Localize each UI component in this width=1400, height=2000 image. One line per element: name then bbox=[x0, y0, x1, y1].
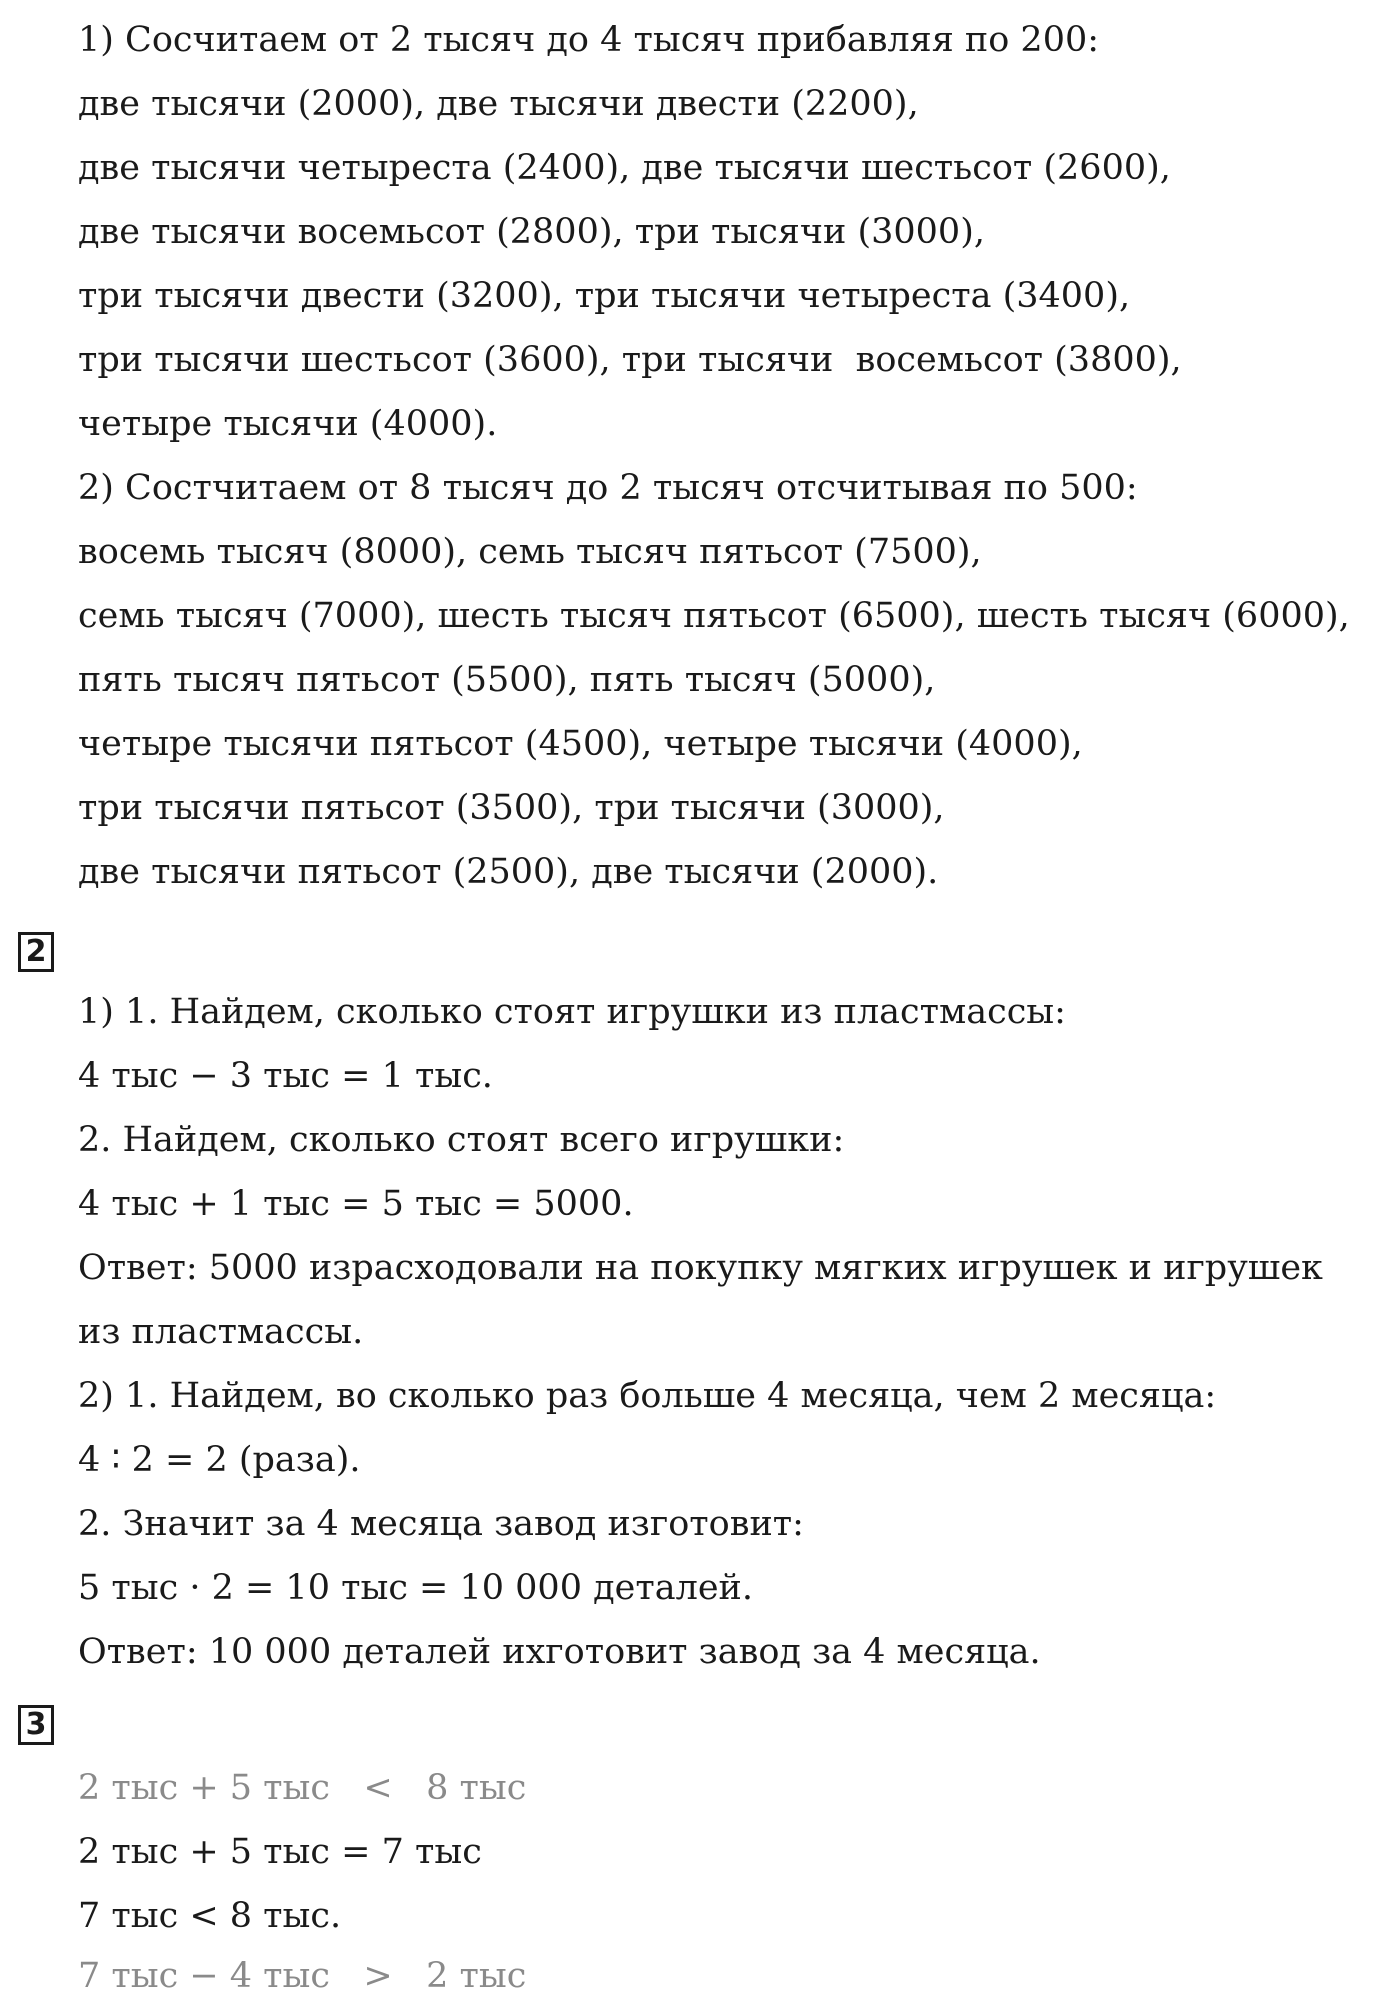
task2-line: 4 ∶ 2 = 2 (раза). bbox=[78, 1440, 361, 1480]
task2-line: Ответ: 5000 израсходовали на покупку мягких игрушек и игрушек bbox=[78, 1248, 1323, 1288]
task1-line: три тысячи двести (3200), три тысячи четыреста (3400), bbox=[78, 276, 1131, 316]
task3-line: 2 тыс + 5 тыс = 7 тыс bbox=[78, 1832, 482, 1872]
task2-line: 4 тыс + 1 тыс = 5 тыс = 5000. bbox=[78, 1184, 634, 1224]
task1-line: две тысячи (2000), две тысячи двести (2200), bbox=[78, 84, 919, 124]
task1-line: три тысячи шестьсот (3600), три тысячи восемьсот (3800), bbox=[78, 340, 1182, 380]
task2-line: 2. Значит за 4 месяца завод изготовит: bbox=[78, 1504, 804, 1544]
task1-line: 1) Сосчитаем от 2 тысяч до 4 тысяч прибавляя по 200: bbox=[78, 20, 1100, 60]
task1-line: четыре тысячи (4000). bbox=[78, 404, 498, 444]
task2-line: 1) 1. Найдем, сколько стоят игрушки из пластмассы: bbox=[78, 992, 1066, 1032]
task1-line: семь тысяч (7000), шесть тысяч пятьсот (6500), шесть тысяч (6000), bbox=[78, 596, 1350, 636]
task1-line: восемь тысяч (8000), семь тысяч пятьсот (7500), bbox=[78, 532, 982, 572]
task3-expression: 2 тыс + 5 тыс < 8 тыс bbox=[78, 1768, 527, 1808]
task1-line: две тысячи восемьсот (2800), три тысячи (3000), bbox=[78, 212, 985, 252]
task1-line: пять тысяч пятьсот (5500), пять тысяч (5000), bbox=[78, 660, 936, 700]
task1-line: три тысячи пятьсот (3500), три тысячи (3000), bbox=[78, 788, 945, 828]
task1-line: 2) Состчитаем от 8 тысяч до 2 тысяч отсчитывая по 500: bbox=[78, 468, 1138, 508]
task3-line: 7 тыс < 8 тыс. bbox=[78, 1896, 342, 1936]
task2-line: 2. Найдем, сколько стоят всего игрушки: bbox=[78, 1120, 845, 1160]
task2-line: Ответ: 10 000 деталей ихготовит завод за 4 месяца. bbox=[78, 1632, 1041, 1672]
task1-line: две тысячи четыреста (2400), две тысячи шестьсот (2600), bbox=[78, 148, 1171, 188]
task1-line: две тысячи пятьсот (2500), две тысячи (2000). bbox=[78, 852, 939, 892]
task-number-badge: 3 bbox=[18, 1705, 54, 1745]
task2-line: 4 тыс − 3 тыс = 1 тыс. bbox=[78, 1056, 493, 1096]
task3-expression: 7 тыс − 4 тыс > 2 тыс bbox=[78, 1956, 527, 1996]
task2-line: 5 тыс · 2 = 10 тыс = 10 000 деталей. bbox=[78, 1568, 753, 1608]
task2-line: 2) 1. Найдем, во сколько раз больше 4 месяца, чем 2 месяца: bbox=[78, 1376, 1217, 1416]
task2-line: из пластмассы. bbox=[78, 1312, 364, 1352]
task1-line: четыре тысячи пятьсот (4500), четыре тысячи (4000), bbox=[78, 724, 1083, 764]
task-number-badge: 2 bbox=[18, 932, 54, 972]
